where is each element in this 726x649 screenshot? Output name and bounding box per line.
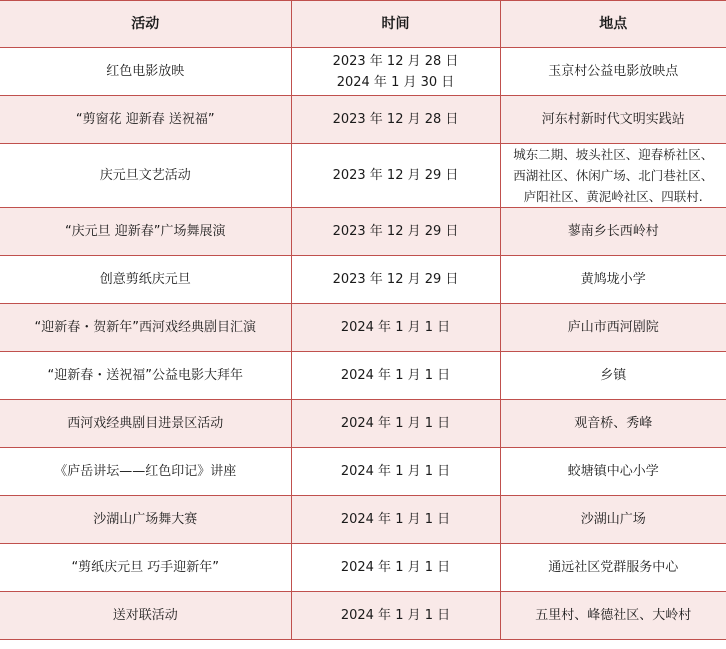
cell-location: 河东村新时代文明实践站 [500, 96, 726, 144]
cell-time: 2024 年 1 月 1 日 [291, 352, 500, 400]
cell-time: 2024 年 1 月 1 日 [291, 496, 500, 544]
location-line: 城东二期、坡头社区、迎春桥社区、 [513, 147, 714, 162]
cell-activity: “迎新春・送祝福”公益电影大拜年 [0, 352, 291, 400]
time-line: 2023 年 12 月 28 日 [332, 53, 459, 69]
cell-activity: 红色电影放映 [0, 48, 291, 96]
location-line: 庐阳社区、黄泥岭社区、四联村. [523, 189, 703, 204]
cell-time: 2024 年 1 月 1 日 [291, 592, 500, 640]
cell-time: 2023 年 12 月 29 日 [291, 256, 500, 304]
table-row [0, 48, 726, 96]
header-location: 地点 [500, 1, 726, 48]
table-row [0, 208, 726, 256]
cell-location: 乡镇 [500, 352, 726, 400]
cell-activity: 庆元旦文艺活动 [0, 144, 291, 208]
table-row [0, 144, 726, 208]
table-row [0, 496, 726, 544]
table-row [0, 592, 726, 640]
cell-activity: “庆元旦 迎新春”广场舞展演 [0, 208, 291, 256]
cell-location: 通远社区党群服务中心 [500, 544, 726, 592]
cell-activity: 沙湖山广场舞大赛 [0, 496, 291, 544]
cell-time: 2023 年 12 月 28 日 [291, 96, 500, 144]
table-row [0, 256, 726, 304]
cell-time: 2024 年 1 月 1 日 [291, 304, 500, 352]
table-row [0, 304, 726, 352]
cell-location: 沙湖山广场 [500, 496, 726, 544]
cell-location: 蛟塘镇中心小学 [500, 448, 726, 496]
cell-activity: 送对联活动 [0, 592, 291, 640]
cell-location: 黄鸠垅小学 [500, 256, 726, 304]
table-row [0, 352, 726, 400]
table-row [0, 96, 726, 144]
table-row [0, 544, 726, 592]
cell-time: 2024 年 1 月 1 日 [291, 400, 500, 448]
cell-time: 2023 年 12 月 29 日 [291, 144, 500, 208]
header-time: 时间 [291, 1, 500, 48]
location-line: 西湖社区、休闲广场、北门巷社区、 [513, 168, 714, 183]
cell-time [291, 48, 500, 96]
cell-location: 五里村、峰德社区、大岭村 [500, 592, 726, 640]
cell-time: 2024 年 1 月 1 日 [291, 544, 500, 592]
cell-activity: 西河戏经典剧目进景区活动 [0, 400, 291, 448]
cell-activity: “迎新春・贺新年”西河戏经典剧目汇演 [0, 304, 291, 352]
cell-location: 蓼南乡长西岭村 [500, 208, 726, 256]
cell-activity: 创意剪纸庆元旦 [0, 256, 291, 304]
table-header-row [0, 1, 726, 48]
table-row [0, 400, 726, 448]
cell-location: 玉京村公益电影放映点 [500, 48, 726, 96]
cell-time: 2024 年 1 月 1 日 [291, 448, 500, 496]
cell-location [500, 144, 726, 208]
header-activity: 活动 [0, 1, 291, 48]
cell-activity: “剪纸庆元旦 巧手迎新年” [0, 544, 291, 592]
cell-activity: “剪窗花 迎新春 送祝福” [0, 96, 291, 144]
cell-location: 庐山市西河剧院 [500, 304, 726, 352]
time-line: 2024 年 1 月 30 日 [336, 74, 455, 90]
cell-time: 2023 年 12 月 29 日 [291, 208, 500, 256]
cell-activity: 《庐岳讲坛——红色印记》讲座 [0, 448, 291, 496]
cell-location: 观音桥、秀峰 [500, 400, 726, 448]
table-row [0, 448, 726, 496]
